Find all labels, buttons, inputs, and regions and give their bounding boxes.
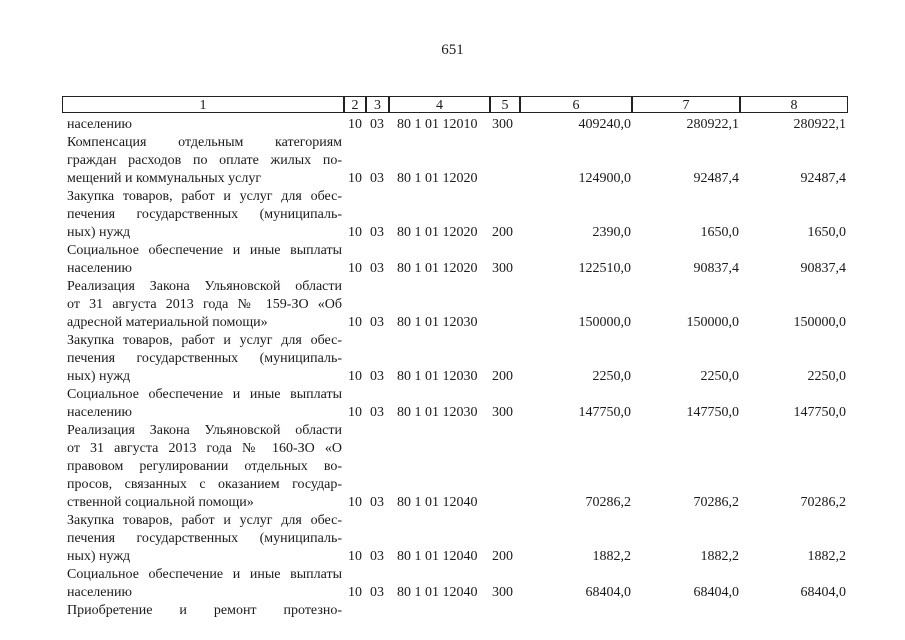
subsection-code: 03 [370,315,384,330]
description-line: Компенсация отдельным категориям [67,135,342,150]
amount-col-7: 150000,0 [686,315,739,330]
section-code: 10 [348,171,362,186]
description-line: ных) нужд [67,369,131,384]
row-description [67,242,342,278]
section-code: 10 [348,549,362,564]
amount-col-7: 90837,4 [693,261,739,276]
subsection-code: 03 [370,117,384,132]
description-line: правовом регулировании отдельных во- [67,459,342,474]
table-row [0,602,905,620]
amount-col-6: 150000,0 [578,315,631,330]
description-line: от 31 августа 2013 года № 160-ЗО «О [67,441,342,456]
amount-col-7: 70286,2 [693,495,739,510]
table-row [0,188,905,242]
amount-col-6: 409240,0 [578,117,631,132]
subsection-code: 03 [370,225,384,240]
subsection-code: 03 [370,369,384,384]
target-article-code: 80 1 01 12030 [397,369,478,384]
section-code: 10 [348,261,362,276]
amount-col-8: 70286,2 [800,495,846,510]
description-line: от 31 августа 2013 года № 159-ЗО «Об [67,297,342,312]
amount-col-8: 280922,1 [793,117,846,132]
description-line: Реализация Закона Ульяновской области [67,279,342,294]
target-article-code: 80 1 01 12030 [397,405,478,420]
description-line: печения государственных (муниципаль- [67,531,342,546]
subsection-code: 03 [370,405,384,420]
amount-col-8: 1882,2 [807,549,846,564]
amount-col-6: 122510,0 [578,261,631,276]
table-row [0,332,905,386]
expense-type-code: 200 [492,225,513,240]
section-code: 10 [348,315,362,330]
subsection-code: 03 [370,549,384,564]
amount-col-7: 1650,0 [700,225,739,240]
header-col-4: 4 [389,96,490,113]
amount-col-7: 1882,2 [700,549,739,564]
description-line: ных) нужд [67,549,131,564]
table-row [0,512,905,566]
row-description [67,512,342,566]
subsection-code: 03 [370,495,384,510]
table-row [0,422,905,512]
row-description [67,602,342,620]
amount-col-6: 1882,2 [592,549,631,564]
amount-col-8: 92487,4 [800,171,846,186]
section-code: 10 [348,369,362,384]
expense-type-code: 200 [492,549,513,564]
subsection-code: 03 [370,261,384,276]
description-line: Реализация Закона Ульяновской области [67,423,342,438]
header-col-6: 6 [520,96,632,113]
expense-type-code: 300 [492,585,513,600]
amount-col-8: 1650,0 [807,225,846,240]
header-col-7: 7 [632,96,740,113]
description-line: Социальное обеспечение и иные выплаты [67,387,342,402]
amount-col-6: 124900,0 [578,171,631,186]
section-code: 10 [348,405,362,420]
amount-col-8: 2250,0 [807,369,846,384]
target-article-code: 80 1 01 12010 [397,117,478,132]
table-row [0,386,905,422]
subsection-code: 03 [370,171,384,186]
row-description [67,422,342,512]
row-description [67,566,342,602]
description-line: Социальное обеспечение и иные выплаты [67,243,342,258]
target-article-code: 80 1 01 12040 [397,495,478,510]
description-line: печения государственных (муниципаль- [67,207,342,222]
section-code: 10 [348,225,362,240]
description-line: Закупка товаров, работ и услуг для обес- [67,333,342,348]
expense-type-code: 300 [492,405,513,420]
description-line: ственной социальной помощи» [67,495,254,510]
amount-col-7: 2250,0 [700,369,739,384]
target-article-code: 80 1 01 12020 [397,225,478,240]
amount-col-7: 92487,4 [693,171,739,186]
header-col-3: 3 [366,96,389,113]
target-article-code: 80 1 01 12020 [397,261,478,276]
description-line: Закупка товаров, работ и услуг для обес- [67,189,342,204]
description-line: адресной материальной помощи» [67,315,268,330]
header-col-8: 8 [740,96,848,113]
amount-col-6: 70286,2 [585,495,631,510]
description-line: Закупка товаров, работ и услуг для обес- [67,513,342,528]
amount-col-6: 147750,0 [578,405,631,420]
description-line: печения государственных (муниципаль- [67,351,342,366]
table-row [0,134,905,188]
target-article-code: 80 1 01 12030 [397,315,478,330]
amount-col-6: 2250,0 [592,369,631,384]
target-article-code: 80 1 01 12040 [397,549,478,564]
row-description [67,188,342,242]
description-line: Социальное обеспечение и иные выплаты [67,567,342,582]
header-col-1: 1 [62,96,344,113]
description-line: просов, связанных с оказанием государ- [67,477,342,492]
row-description [67,116,342,134]
page-number: 651 [441,42,464,58]
section-code: 10 [348,495,362,510]
header-col-5: 5 [490,96,520,113]
description-line: Приобретение и ремонт протезно- [67,603,342,618]
header-col-2: 2 [344,96,366,113]
amount-col-8: 68404,0 [800,585,846,600]
table-row [0,242,905,278]
description-line: населению [67,585,132,600]
description-line: населению [67,261,132,276]
row-description [67,386,342,422]
amount-col-8: 90837,4 [800,261,846,276]
table-row [0,566,905,602]
amount-col-8: 147750,0 [793,405,846,420]
section-code: 10 [348,585,362,600]
table-row [0,278,905,332]
row-description [67,278,342,332]
description-line: населению [67,117,132,132]
description-line: граждан расходов по оплате жилых по- [67,153,342,168]
description-line: мещений и коммунальных услуг [67,171,262,186]
amount-col-7: 68404,0 [693,585,739,600]
subsection-code: 03 [370,585,384,600]
amount-col-7: 280922,1 [686,117,739,132]
target-article-code: 80 1 01 12040 [397,585,478,600]
expense-type-code: 200 [492,369,513,384]
section-code: 10 [348,117,362,132]
amount-col-7: 147750,0 [686,405,739,420]
table-row [0,116,905,134]
description-line: ных) нужд [67,225,131,240]
row-description [67,332,342,386]
expense-type-code: 300 [492,117,513,132]
amount-col-8: 150000,0 [793,315,846,330]
row-description [67,134,342,188]
target-article-code: 80 1 01 12020 [397,171,478,186]
expense-type-code: 300 [492,261,513,276]
amount-col-6: 68404,0 [585,585,631,600]
description-line: населению [67,405,132,420]
amount-col-6: 2390,0 [592,225,631,240]
